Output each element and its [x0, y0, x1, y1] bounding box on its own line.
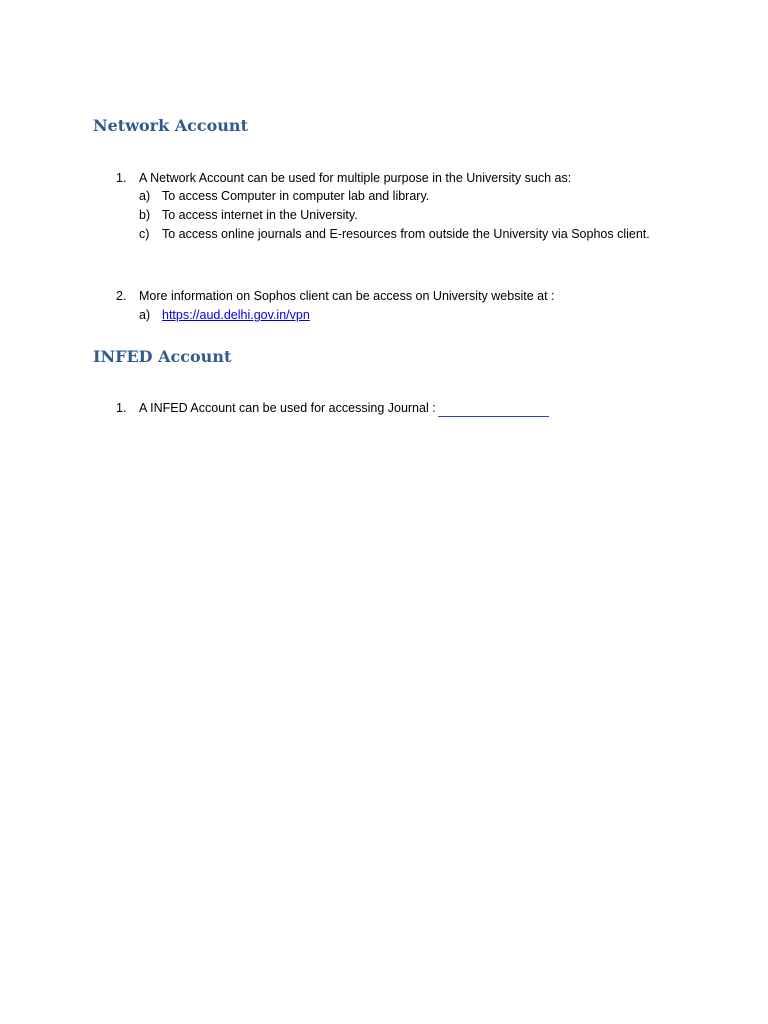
- sub-item-text: To access internet in the University.: [162, 208, 358, 222]
- sub-item-marker: c): [139, 227, 150, 241]
- list-item-text: A INFED Account can be used for accessing Journal :: [139, 401, 436, 415]
- list-number: 1.: [116, 401, 127, 415]
- list-item-text: More information on Sophos client can be access on University website at :: [139, 289, 555, 303]
- list-number: 2.: [116, 289, 127, 303]
- journal-link-blank[interactable]: [438, 400, 549, 417]
- infed-account-heading: INFED Account: [93, 347, 232, 366]
- network-account-heading: Network Account: [93, 116, 248, 135]
- list-item-text: A Network Account can be used for multiple purpose in the University such as:: [139, 171, 572, 185]
- sub-item-marker: a): [139, 189, 151, 203]
- sub-item-marker: b): [139, 208, 151, 222]
- sub-item-text: To access Computer in computer lab and library.: [162, 189, 430, 203]
- list-number: 1.: [116, 171, 127, 185]
- sub-item-text: To access online journals and E-resources from outside the University via Sophos client.: [162, 227, 650, 241]
- sub-item-marker: a): [139, 308, 151, 322]
- vpn-link[interactable]: https://aud.delhi.gov.in/vpn: [162, 308, 310, 322]
